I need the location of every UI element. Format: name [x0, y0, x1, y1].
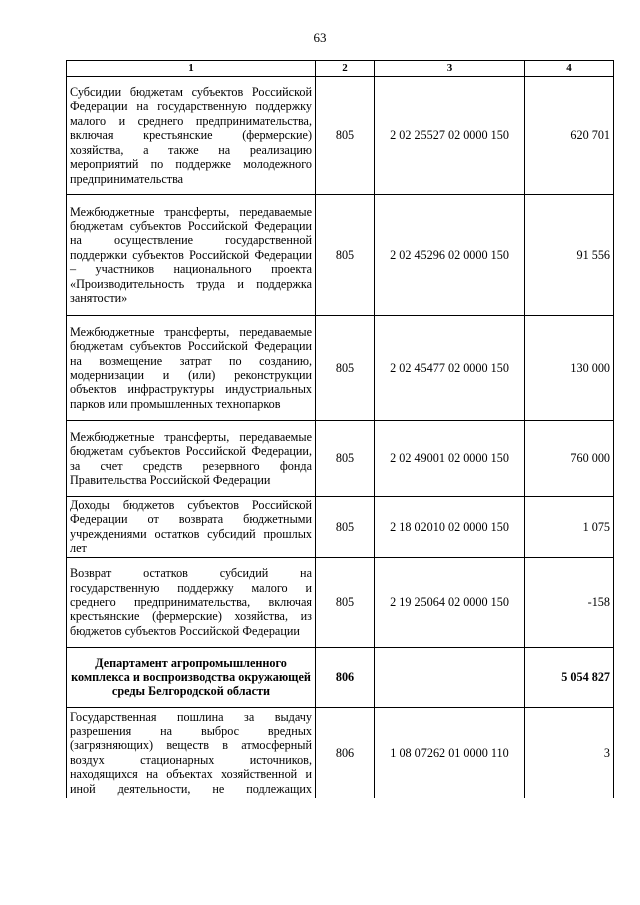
row-budget-code: 2 18 02010 02 0000 150 [375, 497, 525, 558]
department-amount: 5 054 827 [525, 647, 614, 707]
row-budget-code: 2 02 25527 02 0000 150 [375, 77, 525, 195]
department-budget-code [375, 647, 525, 707]
column-header-amount: 4 [525, 61, 614, 77]
department-name: Департамент агропромышленного комплекса и воспроизводства окружающей среды Белгородской области [67, 647, 316, 707]
row-admin-code: 805 [316, 421, 375, 497]
row-amount: 3 [525, 707, 614, 798]
row-name: Государственная пошлина за выдачу разрешения на выброс вредных (загрязняющих) веществ в атмосферный воздух стационарных источников, находящихся на объектах хозяйственной и иной деятельности, не подлежащих [67, 707, 316, 798]
row-admin-code: 806 [316, 707, 375, 798]
table-row [67, 557, 614, 647]
row-admin-code: 805 [316, 195, 375, 316]
row-budget-code: 2 02 45477 02 0000 150 [375, 316, 525, 421]
row-amount: -158 [525, 557, 614, 647]
column-header-name: 1 [67, 61, 316, 77]
table-row [67, 316, 614, 421]
row-admin-code: 805 [316, 497, 375, 558]
row-amount: 760 000 [525, 421, 614, 497]
row-name: Межбюджетные трансферты, передаваемые бюджетам субъектов Российской Федерации на осуществление государственной поддержки субъектов Российской Федерации – участников национального проекта «Производительность труда и поддержка занятости» [67, 195, 316, 316]
revenue-table [66, 60, 614, 798]
row-name: Субсидии бюджетам субъектов Российской Федерации на государственную поддержку малого и среднего предпринимательства, включая крестьянские (фермерские) хозяйства, а также на реализацию мероприятий по поддержке молодежного предпринимательства [67, 77, 316, 195]
row-budget-code: 1 08 07262 01 0000 110 [375, 707, 525, 798]
row-admin-code: 805 [316, 77, 375, 195]
department-admin-code: 806 [316, 647, 375, 707]
table-row [67, 707, 614, 798]
row-amount: 620 701 [525, 77, 614, 195]
row-budget-code: 2 02 49001 02 0000 150 [375, 421, 525, 497]
table-header-row [67, 61, 614, 77]
row-admin-code: 805 [316, 316, 375, 421]
row-name: Доходы бюджетов субъектов Российской Федерации от возврата бюджетными учреждениями остатков субсидий прошлых лет [67, 497, 316, 558]
table-row [67, 195, 614, 316]
row-amount: 1 075 [525, 497, 614, 558]
row-name: Межбюджетные трансферты, передаваемые бюджетам субъектов Российской Федерации на возмещение затрат по созданию, модернизации и (или) реконструкции объектов инфраструктуры индустриальных парков или промышленных технопарков [67, 316, 316, 421]
table-row [67, 497, 614, 558]
row-amount: 130 000 [525, 316, 614, 421]
column-header-budget-code: 3 [375, 61, 525, 77]
table-row [67, 421, 614, 497]
department-row [67, 647, 614, 707]
row-admin-code: 805 [316, 557, 375, 647]
row-name: Возврат остатков субсидий на государственную поддержку малого и среднего предпринимательства, включая крестьянские (фермерские) хозяйства, из бюджетов субъектов Российской Федерации [67, 557, 316, 647]
page-number: 63 [313, 30, 327, 45]
row-name: Межбюджетные трансферты, передаваемые бюджетам субъектов Российской Федерации, за счет средств резервного фонда Правительства Российской Федерации [67, 421, 316, 497]
column-header-admin-code: 2 [316, 61, 375, 77]
row-amount: 91 556 [525, 195, 614, 316]
row-budget-code: 2 02 45296 02 0000 150 [375, 195, 525, 316]
row-budget-code: 2 19 25064 02 0000 150 [375, 557, 525, 647]
table-row [67, 77, 614, 195]
